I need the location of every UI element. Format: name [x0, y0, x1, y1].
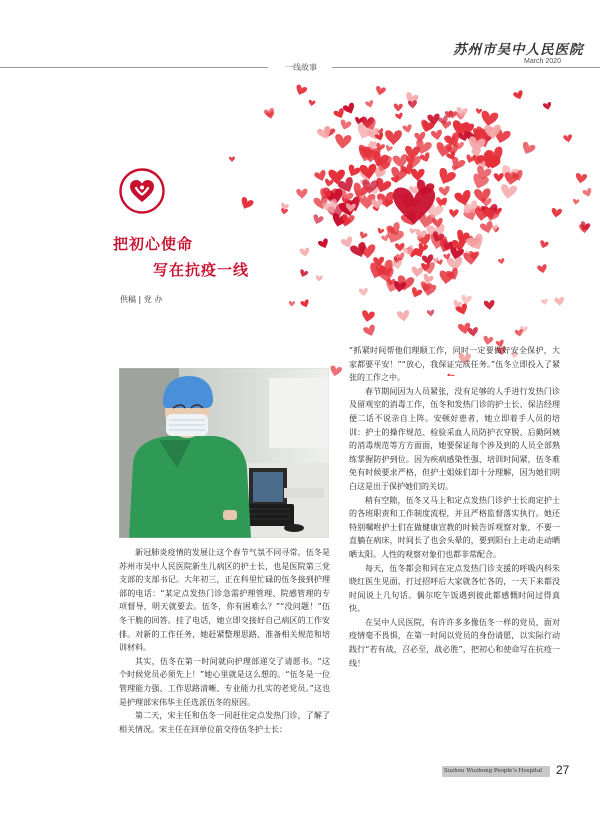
small-heart [411, 169, 425, 182]
small-heart [385, 145, 393, 153]
heart-hands-logo [119, 168, 165, 214]
small-heart [520, 141, 536, 157]
small-heart [431, 129, 444, 141]
small-heart [427, 309, 435, 317]
small-heart [393, 103, 402, 111]
small-heart [500, 184, 518, 200]
article-title-line-2: 写在抗疫一线 [153, 261, 250, 279]
small-heart [288, 301, 295, 307]
header-rule-right [332, 67, 600, 68]
small-heart [537, 264, 548, 274]
small-heart [397, 310, 411, 322]
small-heart [543, 102, 553, 111]
small-heart [438, 186, 450, 197]
small-heart [298, 269, 308, 279]
small-heart [308, 100, 316, 107]
small-heart [359, 164, 377, 180]
small-heart [582, 188, 593, 199]
paragraph: 其实，伍冬在第一时间就向护理部递交了请愿书。“这个时候党员必须先上！”她心里就是这么想的。“伍冬是一位管理能力强、工作思路清晰、专业能力扎实的老党员。”这也是护理部宋伟华主任选派伍冬的原因。 [119, 656, 330, 707]
footer-hospital-english: Suzhou Wuzhong People's Hospital [444, 768, 542, 774]
paragraph: 每天，伍冬都会和同在定点发热门诊支援的呼吸内科朱晓红医生见面，打过招呼后大家就各忙各的，一天下来都没时间说上几句话。偶尔吃午饭遇到彼此都感慨时间过得真快。 [349, 563, 560, 614]
small-heart [299, 247, 310, 257]
small-heart [300, 299, 310, 309]
small-heart [363, 324, 378, 338]
small-heart [541, 298, 549, 305]
small-heart [475, 108, 482, 114]
paragraph: 新冠肺炎疫情的发展让这个春节气氛不同寻常。伍冬是苏州市吴中人民医院新生儿病区的护士长，也是医院第三党支部的支部书记。大年初三，正在科里忙碌的伍冬接到护理部的电话：“某定点发热门诊急需护理管理、院感管理的专项督导，明天就要去。伍冬，你有困难么？”“没问题！”伍冬干脆的回答。挂了电话，她立即交接好自己病区的工作安排。对新的工作任务，她赶紧整理思路、准备相关规范和培训材料。 [119, 548, 330, 653]
small-heart [334, 134, 352, 150]
byline-author: 党 办 [143, 295, 163, 304]
small-heart [311, 214, 324, 226]
small-heart [361, 310, 375, 323]
small-heart [359, 288, 369, 297]
small-heart [402, 124, 413, 134]
small-heart [315, 275, 322, 282]
paragraph: 在吴中人民医院，有许许多多像伍冬一样的党员，面对疫情毫不畏惧，在第一时间以党员的身份请愿，以实际行动践行“若有战，召必至，战必胜”，把初心和使命写在抗疫一线！ [349, 617, 560, 668]
small-heart [494, 173, 504, 182]
small-heart [365, 100, 375, 109]
small-heart [484, 300, 496, 310]
small-heart [294, 84, 308, 97]
small-heart [554, 297, 565, 307]
small-heart [513, 90, 525, 101]
section-label: 一线故事 [285, 63, 317, 72]
issue-date: March 2020 [524, 58, 561, 65]
small-heart [342, 102, 357, 116]
page-number: 27 [556, 763, 570, 777]
heart-collage-illustration [228, 84, 600, 376]
article-title-line-1: 把初心使命 [113, 235, 194, 253]
paragraph: 稍有空隙，伍冬又马上和定点发热门诊护士长商定护士的各班职责和工作制度流程，并且严格监督落实执行。她还特别嘱咐护士们在做健康宣教的时候告诉观察对象，不要一直躺在病床，时间长了也会头晕的，要到阳台上走动走动晒晒太阳。人性的观察对象们也都非常配合。 [349, 495, 560, 559]
small-heart [239, 196, 255, 211]
paragraph: 第二天，宋主任和伍冬一同赶往定点发热门诊，了解了相关情况。宋主任在回单位前交待伍冬护士长： [119, 711, 330, 734]
small-heart [539, 240, 549, 250]
small-heart [375, 86, 387, 97]
small-heart [575, 173, 588, 185]
small-heart [385, 130, 402, 145]
small-heart [346, 164, 362, 179]
small-heart [229, 157, 235, 162]
header-rule-left [0, 67, 268, 68]
small-heart [449, 209, 459, 218]
hospital-name-header: 苏州市吴中人民医院 [453, 42, 584, 58]
byline-label: 供稿 [120, 295, 136, 304]
small-heart [454, 189, 474, 207]
article-column-right [349, 344, 560, 670]
small-heart [461, 295, 472, 305]
small-heart [572, 199, 579, 206]
small-heart [551, 208, 563, 218]
small-heart [317, 238, 330, 250]
small-heart [435, 197, 446, 207]
small-heart [498, 258, 505, 265]
byline: 供稿 | 党 办 [120, 295, 163, 304]
small-heart [358, 231, 368, 240]
small-heart [329, 365, 343, 376]
article-column-left [119, 546, 330, 736]
small-heart [409, 287, 423, 300]
small-heart [296, 189, 308, 199]
small-heart [389, 166, 408, 183]
paragraph-continued: “抓紧时间帮他们理顺工作，同时一定要做好安全保护，大家都要平安！”“放心，我保证完成任务。”伍冬立即投入了紧张的工作之中。 [349, 346, 560, 383]
small-heart [411, 266, 423, 277]
nurse-at-computer-photo [119, 368, 329, 538]
small-heart [395, 112, 404, 120]
paragraph: 春节期间因为人员紧张，没有足够的人手进行发热门诊及留观室的消毒工作，伍冬和发热门诊的护士长、保洁经理便二话不说亲自上阵。安顿好患者，她立即着手人员的培训：护士的操作规范、检验采血人员防护衣穿脱、后勤阿姨的消毒规范等方方面面，她要保证每个涉及到的人员全部熟练掌握防护到位。因为疾病感染性强、培训时间紧，伍冬难免有时候要求严格，但护士姐妹们却十分理解，因为她们明白这是出于保护她们的关切。 [349, 386, 560, 491]
small-heart [339, 119, 352, 131]
small-heart [377, 228, 385, 235]
small-heart [563, 134, 573, 143]
small-heart [409, 228, 416, 234]
small-heart [514, 329, 523, 338]
